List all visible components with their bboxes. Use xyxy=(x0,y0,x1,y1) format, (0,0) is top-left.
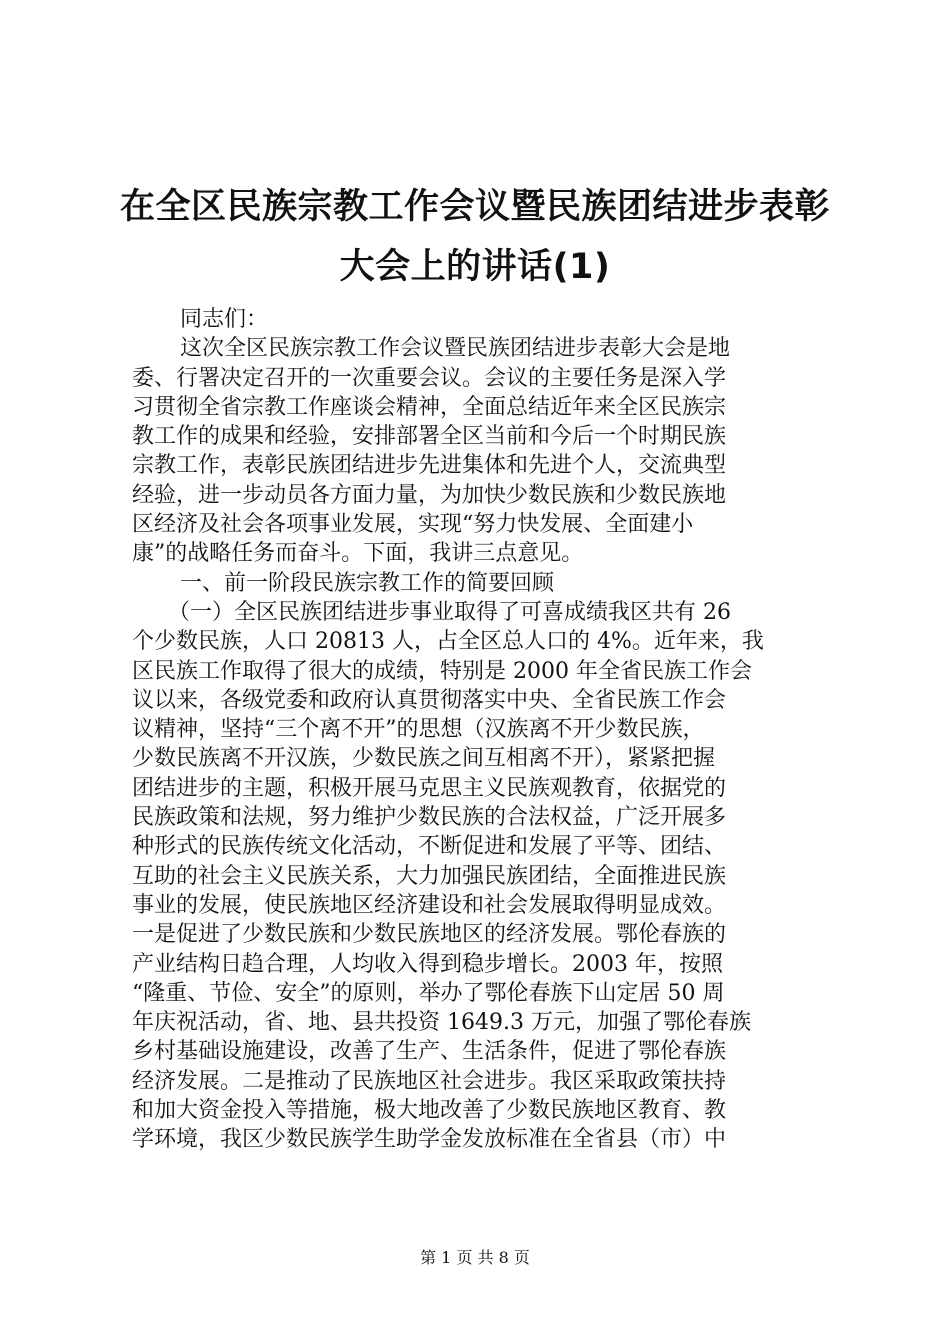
body-line: 互助的社会主义民族关系，大力加强民族团结，全面推进民族 xyxy=(132,863,727,889)
body-line: 议以来，各级党委和政府认真贯彻落实中央、全省民族工作会 xyxy=(132,687,727,713)
body-line: 区经济及社会各项事业发展，实现“努力快发展、全面建小 xyxy=(132,512,694,538)
body-line: 这次全区民族宗教工作会议暨民族团结进步表彰大会是地 xyxy=(180,336,731,362)
body-line: 学环境，我区少数民族学生助学金发放标准在全省县（市）中 xyxy=(132,1127,727,1153)
body-line: 委、行署决定召开的一次重要会议。会议的主要任务是深入学 xyxy=(132,365,727,391)
body-line: 经济发展。二是推动了民族地区社会进步。我区采取政策扶持 xyxy=(132,1068,727,1094)
body-line: 产业结构日趋合理，人均收入得到稳步增长。2003 年，按照 xyxy=(132,951,723,977)
body-line: 个少数民族，人口 20813 人，占全区总人口的 4%。近年来，我 xyxy=(132,629,764,655)
section-heading: 一、前一阶段民族宗教工作的简要回顾 xyxy=(180,570,555,596)
body-line: 种形式的民族传统文化活动，不断促进和发展了平等、团结、 xyxy=(132,834,727,860)
body-line: 事业的发展，使民族地区经济建设和社会发展取得明显成效。 xyxy=(132,892,727,918)
body-line: 宗教工作，表彰民族团结进步先进集体和先进个人，交流典型 xyxy=(132,453,727,479)
subsection-heading: （一）全区民族团结进步事业取得了可喜成绩我区共有 26 xyxy=(168,599,731,625)
body-line: 经验，进一步动员各方面力量，为加快少数民族和少数民族地 xyxy=(132,482,727,508)
document-title-line-1: 在全区民族宗教工作会议暨民族团结进步表彰 xyxy=(120,187,831,227)
document-title-line-2: 大会上的讲话(1) xyxy=(339,247,611,287)
body-line: 年庆祝活动，省、地、县共投资 1649.3 万元，加强了鄂伦春族 xyxy=(132,1010,751,1036)
body-line: 习贯彻全省宗教工作座谈会精神，全面总结近年来全区民族宗 xyxy=(132,394,727,420)
body-line: 乡村基础设施建设，改善了生产、生活条件，促进了鄂伦春族 xyxy=(132,1039,727,1065)
salutation: 同志们： xyxy=(180,307,269,332)
page-number-footer: 第 1 页 共 8 页 xyxy=(420,1248,530,1267)
body-line: 一是促进了少数民族和少数民族地区的经济发展。鄂伦春族的 xyxy=(132,922,727,948)
body-line: 议精神，坚持“三个离不开”的思想（汉族离不开少数民族， xyxy=(132,717,705,743)
body-line: 和加大资金投入等措施，极大地改善了少数民族地区教育、教 xyxy=(132,1098,727,1124)
body-line: 团结进步的主题，积极开展马克思主义民族观教育，依据党的 xyxy=(132,775,727,801)
body-line: 少数民族离不开汉族，少数民族之间互相离不开），紧紧把握 xyxy=(132,746,716,772)
body-line: 康”的战略任务而奋斗。下面，我讲三点意见。 xyxy=(132,541,584,567)
body-line: 教工作的成果和经验，安排部署全区当前和今后一个时期民族 xyxy=(132,424,727,450)
document-body xyxy=(132,305,832,1155)
body-line: 民族政策和法规，努力维护少数民族的合法权益，广泛开展多 xyxy=(132,805,727,831)
body-line: 区民族工作取得了很大的成绩，特别是 2000 年全省民族工作会 xyxy=(132,658,752,684)
body-line: “隆重、节俭、安全”的原则，举办了鄂伦春族下山定居 50 周 xyxy=(132,980,725,1006)
